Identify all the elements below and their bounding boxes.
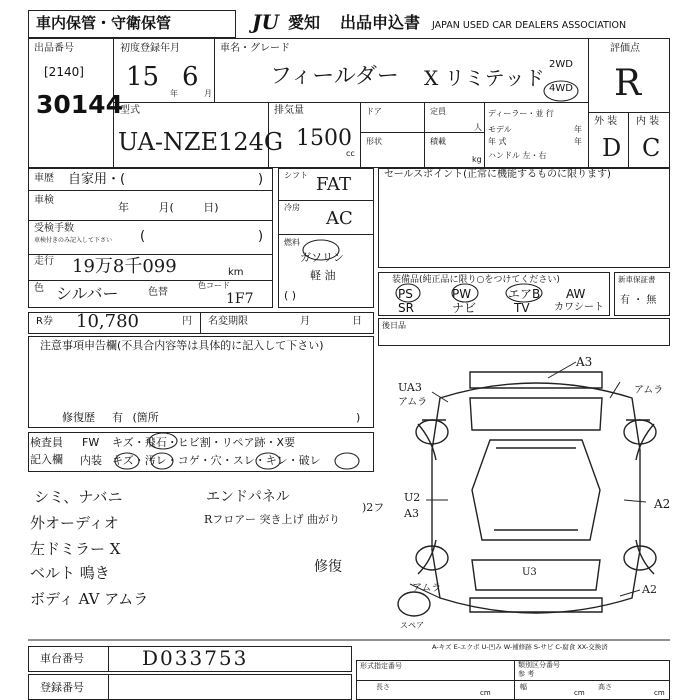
transfer-open: ( (140, 229, 146, 244)
spare-label: スペア (400, 621, 424, 630)
car-name: フィールダー (270, 64, 399, 89)
car-outline (398, 372, 656, 616)
door-label: ドア (366, 107, 382, 116)
inspection-value: 年 月( 日) (118, 201, 219, 214)
model-year-unit-2: 年 (574, 137, 582, 146)
displacement-unit: cc (346, 149, 355, 158)
inspector-line2-prefix: 内装 (80, 454, 102, 467)
note-2: 外オーディオ (30, 514, 119, 532)
reg-no-label: 登録番号 (40, 681, 84, 694)
rear-seat-label: 後日品 (382, 321, 406, 330)
repair-close: ) (356, 411, 361, 424)
mark-top-left-1: UA3 (398, 381, 422, 394)
name-change-label: 名変期限 (208, 316, 248, 327)
repair-value: 有 (箇所 (112, 411, 159, 424)
footer-f6: 高さ (598, 683, 612, 691)
registration-year: 15 (126, 62, 160, 92)
name-change-month: 月 (300, 316, 310, 327)
model-value: UA-NZE124G (118, 128, 284, 156)
note-right-1: エンドパネル (206, 489, 290, 505)
history-label: 車歴 (34, 173, 54, 184)
shape-label: 形状 (366, 137, 382, 146)
footer-cm-3: cm (654, 689, 665, 697)
mark-top-right: アムラ (634, 385, 664, 396)
mark-bottom-left: アムラ (412, 583, 442, 594)
model-label: 型式 (120, 105, 140, 116)
equipment-navi: ナビ (452, 301, 477, 315)
equipment-airbag: エアB (508, 287, 541, 301)
equipment-label: 装備品(純正品に限り○をつけてください) (392, 275, 560, 285)
transfer-close: ) (258, 229, 264, 244)
fuel-circle (303, 240, 339, 260)
person-unit: 人 (474, 123, 482, 132)
model-year-label-2: 年 式 (488, 137, 507, 146)
footer-cm-1: cm (480, 689, 491, 697)
mark-bottom-center: U3 (522, 567, 537, 578)
model-year-unit-1: 年 (574, 125, 582, 134)
transfer-sub: 車検付きのみ記入して下さい (34, 237, 113, 244)
lot-sub-number: [2140] (44, 65, 84, 79)
mark-right: A2 (654, 497, 671, 511)
inspector-label-1: 検査員 (30, 436, 63, 449)
ac-value: AC (326, 208, 353, 229)
rating-score: R (614, 63, 642, 104)
inspector-label-2: 記入欄 (30, 453, 63, 466)
note-right-mark: 修復 (314, 559, 342, 575)
equipment-ps: PS (398, 287, 413, 301)
shift-label: シフト (284, 171, 308, 180)
registration-label: 初度登録年月 (120, 43, 180, 54)
footer-f5: 幅 (520, 683, 527, 691)
fuel-gasoline: ガソリン (300, 251, 344, 264)
equipment-sr: SR (398, 301, 414, 315)
footer-f1: 形式指定番号 (360, 662, 402, 670)
equipment-pw: PW (452, 287, 472, 301)
note-4: ベルト 鳴き (30, 564, 110, 582)
interior-label: 内 装 (636, 116, 660, 127)
warranty-value: 有 ・ 無 (620, 295, 657, 306)
fuel-diesel: 軽 油 (310, 269, 336, 282)
name-change-day: 日 (352, 316, 362, 327)
displacement-label: 排気量 (274, 105, 304, 116)
capacity-label: 定員 (430, 107, 446, 116)
ac-label: 冷房 (284, 203, 300, 212)
fuel-label: 燃料 (284, 238, 300, 247)
note-3: 左ドミラー X (30, 540, 121, 558)
inspector-line2: キズ・汚レ・コゲ・穴・スレ・キレ・破レ (112, 454, 321, 467)
inspector-line1: キズ・飛石・ヒビ割・リペア跡・X要 (112, 436, 296, 449)
handle-label: ハンドル 左・右 (488, 151, 547, 160)
repair-label: 修復歴 (62, 411, 95, 424)
registration-month: 6 (182, 62, 199, 92)
circle-mark (151, 453, 173, 469)
warranty-label: 新車保証書 (618, 275, 656, 284)
chassis-value: D033753 (142, 646, 249, 670)
circle-mark (335, 453, 359, 469)
footer-cm-2: cm (574, 689, 585, 697)
recycle-value: 10,780 (76, 311, 139, 332)
note-5: ボディ AV アムラ (30, 590, 149, 608)
note-right-bracket: )2フ (362, 501, 385, 514)
notes-label: 注意事項申告欄(不具合内容等は具体的に記入して下さい) (40, 339, 324, 352)
rating-label: 評価点 (610, 43, 640, 54)
sales-point-label: セールスポイント(正常に機能するものに限ります) (384, 169, 611, 180)
footer-f4: 長さ (376, 683, 390, 691)
recycle-label: R券 (36, 316, 53, 327)
drive-2wd: 2WD (549, 59, 573, 70)
exterior-score: D (602, 134, 622, 162)
transfer-label: 受検手数 (34, 223, 74, 234)
kg-unit: kg (472, 155, 482, 164)
association-name: JAPAN USED CAR DEALERS ASSOCIATION (432, 20, 627, 31)
interior-score: C (642, 134, 661, 162)
equipment-circle (396, 284, 420, 302)
dealer-label: ディーラー・並 行 (488, 109, 554, 118)
mileage-label: 走行 (34, 256, 54, 267)
exterior-label: 外 装 (594, 116, 618, 127)
lot-label: 出品番号 (34, 43, 74, 54)
storage-label: 車内保管・守衛保管 (36, 14, 172, 32)
mark-top: A3 (576, 355, 593, 369)
note-1: シミ、ナバニ (34, 488, 123, 506)
repaint-label: 色替 (148, 287, 168, 298)
history-value: 自家用・( (68, 172, 126, 187)
recycle-unit: 円 (182, 316, 192, 327)
footer-f2: 類別区分番号 (518, 661, 560, 669)
inspection-label: 車検 (34, 195, 54, 206)
lot-number: 30144 (36, 90, 123, 119)
displacement-value: 1500 (296, 126, 352, 151)
spare-tire (398, 592, 430, 616)
form-title: 出品申込書 (340, 13, 421, 32)
mileage-value: 19万8千099 (72, 256, 177, 277)
color-code-label: 色コード (198, 281, 230, 290)
circle-mark (115, 453, 139, 469)
car-grade: X リミテッド (424, 66, 545, 90)
color-value: シルバー (56, 284, 119, 303)
drive-circle (544, 81, 578, 101)
model-year-label-1: モデル (488, 125, 512, 134)
registration-month-unit: 月 (204, 89, 212, 98)
mileage-unit: km (228, 267, 244, 278)
note-right-2: Rフロアー 突き上げ 曲がり (204, 513, 340, 526)
equipment-aw: AW (566, 287, 586, 301)
mark-bottom-right: A2 (642, 583, 657, 596)
damage-legend: A-キズ E-エクボ U-凹み W-補修跡 S-サビ C-腐食 XX-交換済 (432, 643, 608, 651)
circle-mark (256, 453, 280, 469)
circle-mark (149, 433, 177, 449)
shift-value: FAT (316, 174, 351, 195)
footer-f3: 参 考 (518, 670, 535, 678)
load-label: 積載 (430, 137, 446, 146)
inspector-line1-prefix: FW (82, 436, 100, 449)
chassis-label: 車台番号 (40, 652, 84, 665)
mark-left-2: A3 (404, 507, 419, 520)
equipment-tv: TV (514, 301, 530, 315)
car-label: 車名・グレード (220, 43, 290, 54)
registration-year-unit: 年 (170, 89, 178, 98)
drive-4wd: 4WD (549, 83, 573, 94)
fuel-paren: ( ) (284, 289, 297, 302)
equipment-circle (506, 284, 542, 302)
equipment-circle (452, 284, 478, 302)
brand-logo: JU (252, 10, 279, 34)
color-label: 色 (34, 283, 44, 294)
equipment-leather: カワシート (554, 302, 604, 313)
color-code: 1F7 (226, 291, 254, 307)
history-close: ) (258, 172, 264, 187)
mark-left-1: U2 (404, 491, 421, 504)
mark-top-left-2: アムラ (398, 397, 428, 408)
brand-name: 愛知 (288, 13, 321, 32)
